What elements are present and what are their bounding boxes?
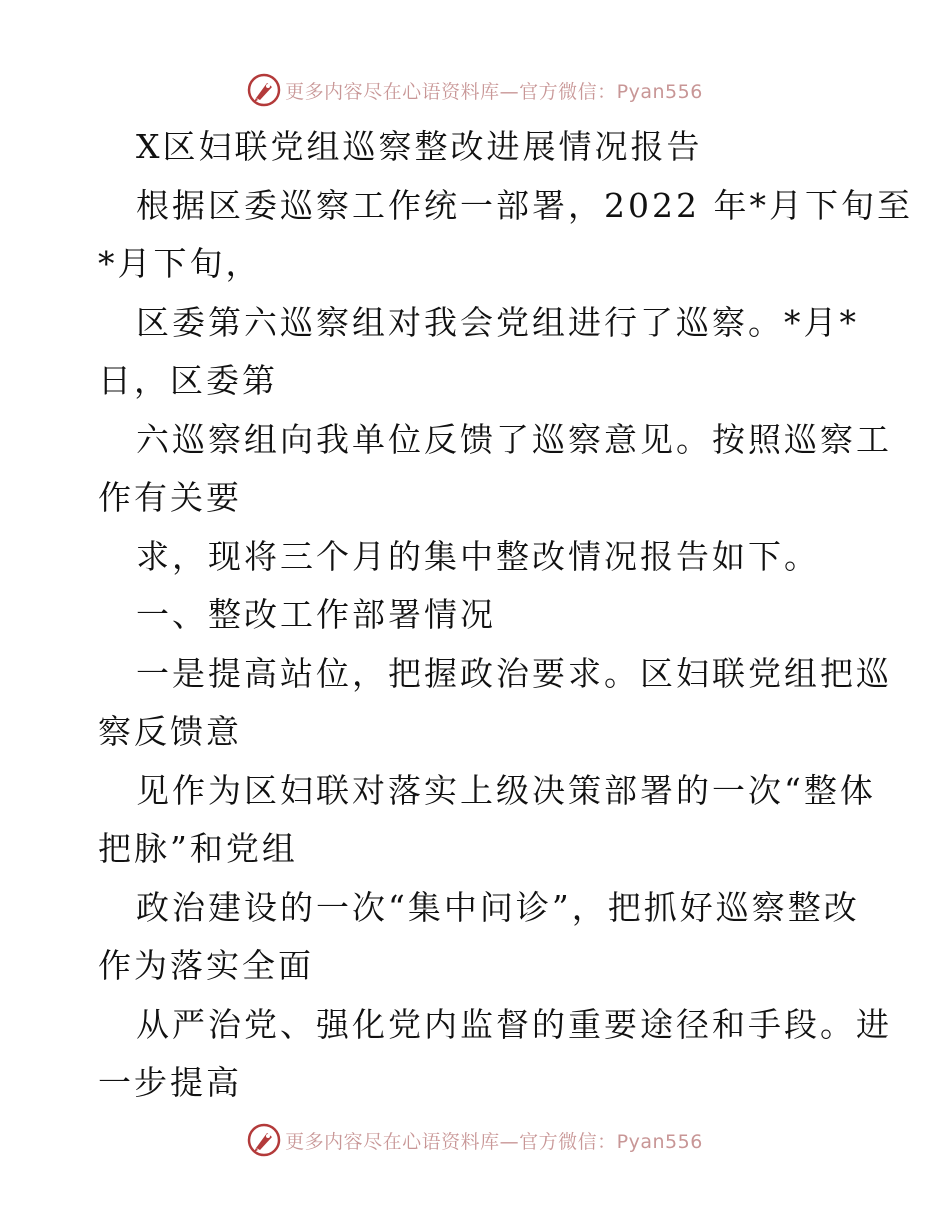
text-line: X区妇联党组巡察整改进展情况报告 xyxy=(136,127,703,166)
text-line: 一步提高 xyxy=(98,1063,242,1102)
text-line: 求，现将三个月的集中整改情况报告如下。 xyxy=(136,536,820,576)
text-line: 六巡察组向我单位反馈了巡察意见。按照巡察工 xyxy=(136,419,892,459)
text-line: 作有关要 xyxy=(98,478,242,517)
text-line: 察反馈意 xyxy=(98,712,242,751)
text-line: 见作为区妇联对落实上级决策部署的一次“整体 xyxy=(136,770,876,810)
text-line: 根据区委巡察工作统一部署，2022 年*月下旬至 xyxy=(136,185,913,225)
text-line: 作为落实全面 xyxy=(98,946,314,985)
text-line: 日，区委第 xyxy=(98,361,278,400)
text-line: 从严治党、强化党内监督的重要途径和手段。进 xyxy=(136,1004,892,1044)
pen-nib-logo-icon xyxy=(247,1123,281,1157)
text-line: 一是提高站位，把握政治要求。区妇联党组把巡 xyxy=(136,653,892,693)
text-line: 政治建设的一次“集中问诊”，把抓好巡察整改 xyxy=(136,887,860,927)
watermark-footer xyxy=(0,1120,950,1160)
text-line: *月下旬， xyxy=(98,244,262,283)
text-line: 区委第六巡察组对我会党组进行了巡察。*月* xyxy=(136,302,859,342)
watermark-text: 更多内容尽在心语资料库—官方微信：Pyan556 xyxy=(285,80,703,103)
watermark-header xyxy=(0,70,950,110)
watermark-text: 更多内容尽在心语资料库—官方微信：Pyan556 xyxy=(285,1130,703,1153)
pen-nib-logo-icon xyxy=(247,73,281,107)
text-line: 把脉”和党组 xyxy=(98,829,298,868)
text-line: 一、整改工作部署情况 xyxy=(136,595,496,634)
document-body xyxy=(98,118,913,1113)
